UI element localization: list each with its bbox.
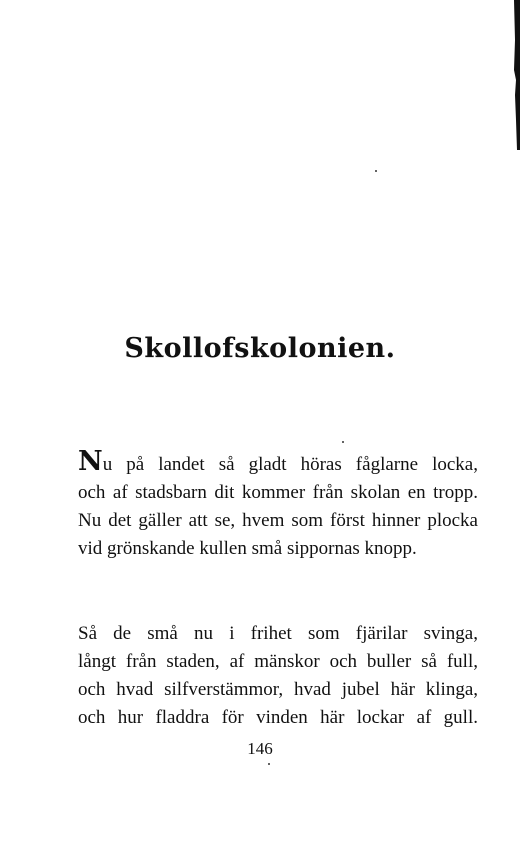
stanza-2 [78, 620, 478, 732]
poem-line: Så de små nu i frihet som fjärilar svinga, [78, 623, 478, 644]
poem-line [78, 446, 478, 479]
poem-line-text: u på landet så gladt höras fåglarne locka, [102, 454, 478, 475]
stanza-1 [78, 446, 478, 563]
print-speck [375, 170, 377, 172]
print-speck [342, 441, 344, 443]
page-number: 146 [247, 739, 273, 758]
poem-line: och hvad silfverstämmor, hvad jubel här klinga, [78, 679, 478, 700]
print-speck [268, 763, 270, 765]
poem-line: långt från staden, af mänskor och buller så full, [78, 651, 478, 672]
poem-title: Skollofskolonien. [124, 333, 396, 364]
poem-line: vid grönskande kullen små sippornas knopp. [78, 538, 417, 559]
page-edge-shadow [506, 0, 520, 150]
drop-cap: N [78, 446, 103, 477]
poem-line: och af stadsbarn dit kommer från skolan en tropp. [78, 482, 478, 503]
poem-line: Nu det gäller att se, hvem som först hinner plocka [78, 510, 478, 531]
poem-line: och hur fladdra för vinden här lockar af gull. [78, 707, 478, 728]
